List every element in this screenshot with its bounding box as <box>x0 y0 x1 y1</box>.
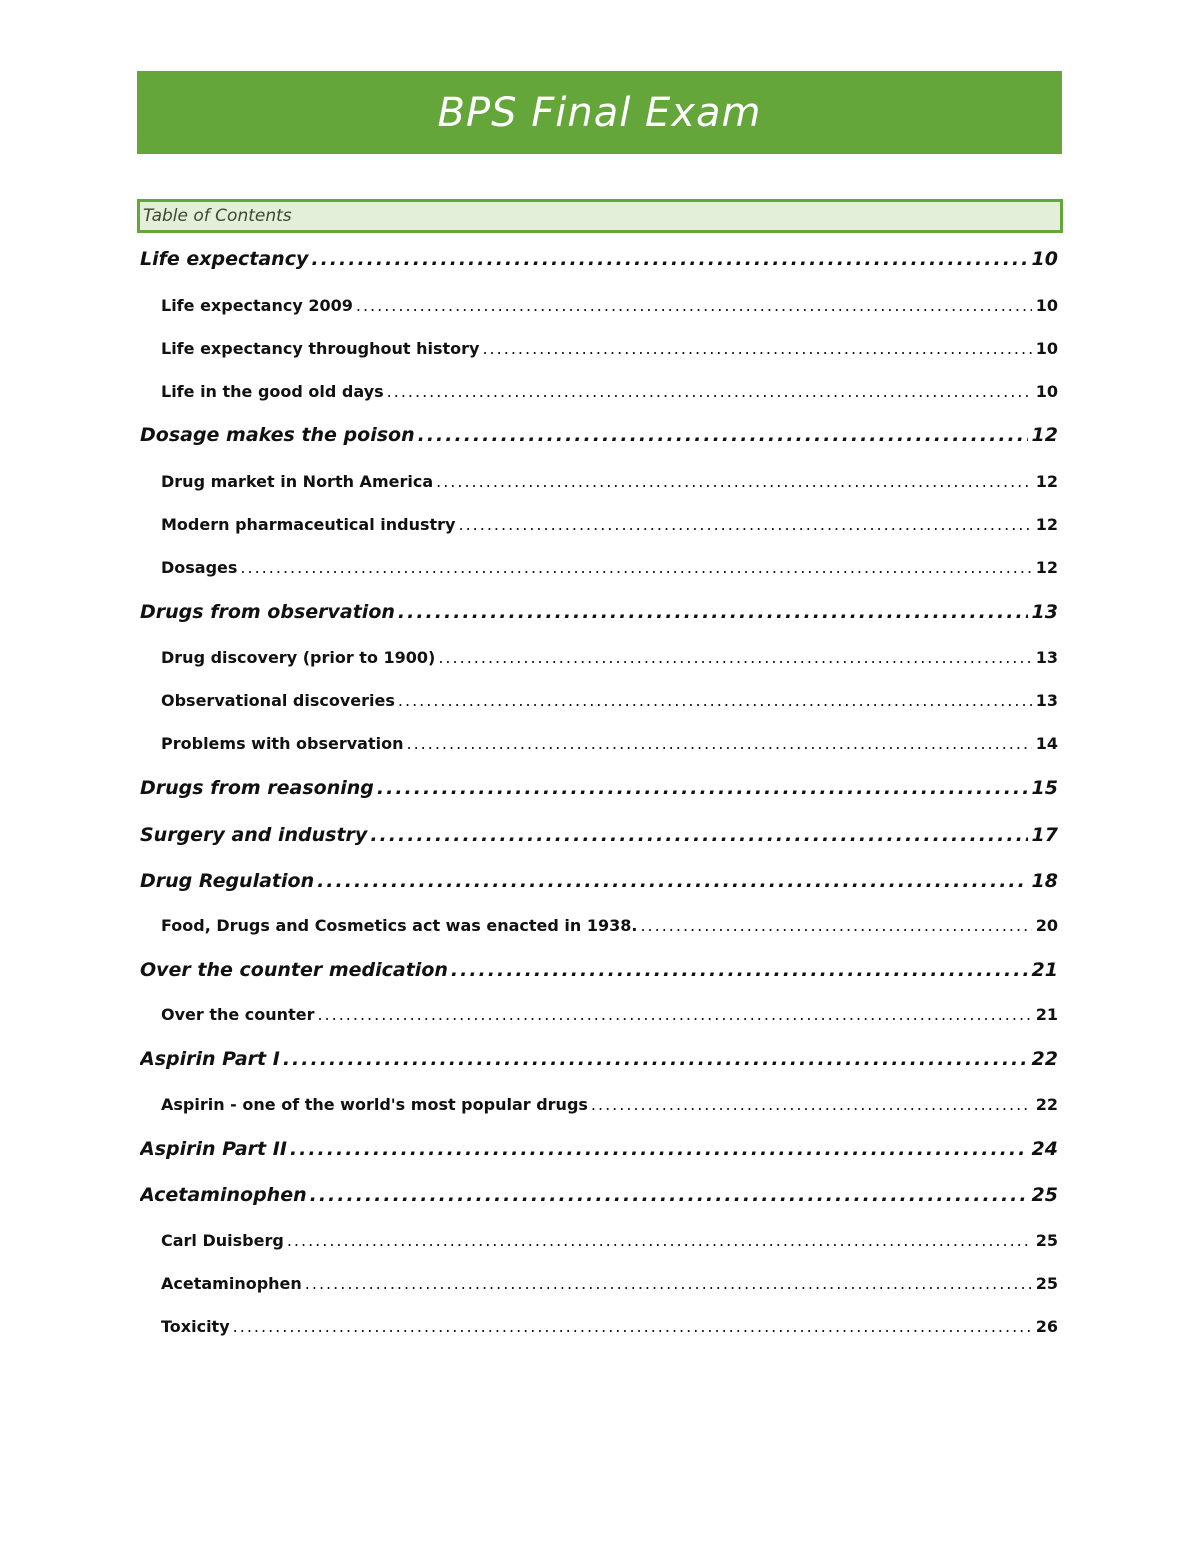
toc-entry[interactable] <box>140 734 1058 753</box>
toc-entry[interactable] <box>140 691 1058 710</box>
toc-entry[interactable] <box>140 648 1058 667</box>
toc-leader-dots <box>438 648 1031 667</box>
toc-entry[interactable] <box>140 558 1058 577</box>
toc-leader-dots <box>407 734 1032 753</box>
toc-leader-dots <box>458 515 1031 534</box>
toc-entry[interactable] <box>140 248 1058 270</box>
toc-leader-dots <box>398 601 1028 623</box>
toc-entry[interactable] <box>140 1048 1058 1070</box>
toc-entry-page: 10 <box>1035 339 1058 358</box>
toc-entry-label: Aspirin Part I <box>140 1048 280 1070</box>
toc-entry-label: Dosage makes the poison <box>140 424 415 446</box>
toc-entry-label: Aspirin Part II <box>140 1138 287 1160</box>
toc-entry-label: Carl Duisberg <box>161 1231 284 1250</box>
toc-entry-page: 26 <box>1035 1317 1058 1336</box>
toc-entry[interactable] <box>140 601 1058 623</box>
toc-entry[interactable] <box>140 1231 1058 1250</box>
toc-entry-label: Modern pharmaceutical industry <box>161 515 456 534</box>
toc-leader-dots <box>370 824 1027 846</box>
toc-entry[interactable] <box>140 824 1058 846</box>
toc-entry-label: Life in the good old days <box>161 382 384 401</box>
toc-entry[interactable] <box>140 339 1058 358</box>
toc-entry-label: Problems with observation <box>161 734 404 753</box>
toc-entry-label: Over the counter <box>161 1005 315 1024</box>
toc-leader-dots <box>310 1184 1028 1206</box>
toc-entry-page: 13 <box>1035 691 1058 710</box>
toc-entry[interactable] <box>140 296 1058 315</box>
toc-entry-label: Acetaminophen <box>161 1274 302 1293</box>
toc-entry[interactable] <box>140 777 1058 799</box>
toc-entry-label: Drug market in North America <box>161 472 434 491</box>
toc-entry-page: 12 <box>1031 424 1058 446</box>
toc-entry-label: Life expectancy 2009 <box>161 296 353 315</box>
toc-entry-page: 10 <box>1035 382 1058 401</box>
toc-entry-page: 14 <box>1035 734 1058 753</box>
toc-entry-label: Aspirin - one of the world's most popular drugs <box>161 1095 588 1114</box>
toc-entry[interactable] <box>140 1005 1058 1024</box>
toc-entry-label: Acetaminophen <box>140 1184 307 1206</box>
toc-leader-dots <box>640 916 1031 935</box>
toc-entry[interactable] <box>140 1184 1058 1206</box>
title-banner <box>137 71 1062 154</box>
toc-entry-label: Drugs from reasoning <box>140 777 374 799</box>
toc-leader-dots <box>356 296 1032 315</box>
toc-leader-dots <box>311 248 1027 270</box>
toc-entry-label: Food, Drugs and Cosmetics act was enacted in 1938. <box>161 916 638 935</box>
toc-entry-page: 21 <box>1035 1005 1058 1024</box>
toc-leader-dots <box>317 870 1027 892</box>
toc-entry[interactable] <box>140 870 1058 892</box>
toc-entry[interactable] <box>140 959 1058 981</box>
toc-entry-page: 25 <box>1035 1274 1058 1293</box>
toc-entry[interactable] <box>140 1317 1058 1336</box>
toc-entry-label: Life expectancy throughout history <box>161 339 480 358</box>
toc-leader-dots <box>418 424 1028 446</box>
toc-leader-dots <box>591 1095 1032 1114</box>
toc-entry[interactable] <box>140 424 1058 446</box>
toc-entry[interactable] <box>140 515 1058 534</box>
toc-entry-page: 13 <box>1035 648 1058 667</box>
toc-entry-page: 15 <box>1031 777 1058 799</box>
toc-entry-page: 12 <box>1035 558 1058 577</box>
toc-entry-page: 20 <box>1035 916 1058 935</box>
toc-entry[interactable] <box>140 472 1058 491</box>
toc-entry[interactable] <box>140 1274 1058 1293</box>
toc-entry-page: 25 <box>1035 1231 1058 1250</box>
toc-entry[interactable] <box>140 382 1058 401</box>
toc-leader-dots <box>387 382 1032 401</box>
document-title: BPS Final Exam <box>437 89 762 136</box>
toc-entry-page: 22 <box>1031 1048 1058 1070</box>
toc-entry-page: 18 <box>1031 870 1058 892</box>
toc-entry[interactable] <box>140 1138 1058 1160</box>
toc-entry-label: Life expectancy <box>140 248 309 270</box>
toc-leader-dots <box>482 339 1031 358</box>
toc-heading-box <box>137 199 1063 233</box>
toc-entry[interactable] <box>140 916 1058 935</box>
toc-entry-page: 17 <box>1031 824 1058 846</box>
toc-leader-dots <box>377 777 1028 799</box>
toc-leader-dots <box>290 1138 1028 1160</box>
toc-entry-label: Dosages <box>161 558 238 577</box>
toc-entry-label: Drug Regulation <box>140 870 315 892</box>
toc-entry-page: 10 <box>1031 248 1058 270</box>
toc-heading: Table of Contents <box>143 206 292 226</box>
toc-entry-page: 22 <box>1035 1095 1058 1114</box>
toc-leader-dots <box>398 691 1032 710</box>
toc-entry-page: 12 <box>1035 515 1058 534</box>
toc-leader-dots <box>287 1231 1032 1250</box>
toc-entry[interactable] <box>140 1095 1058 1114</box>
toc-leader-dots <box>233 1317 1032 1336</box>
toc-leader-dots <box>451 959 1028 981</box>
toc-entry-label: Drugs from observation <box>140 601 395 623</box>
toc-leader-dots <box>305 1274 1032 1293</box>
toc-entry-label: Observational discoveries <box>161 691 395 710</box>
toc-entry-label: Toxicity <box>161 1317 230 1336</box>
toc-entry-page: 12 <box>1035 472 1058 491</box>
toc-leader-dots <box>283 1048 1028 1070</box>
toc-leader-dots <box>240 558 1031 577</box>
toc-entry-page: 10 <box>1035 296 1058 315</box>
toc-entry-label: Surgery and industry <box>140 824 368 846</box>
toc-entry-page: 24 <box>1031 1138 1058 1160</box>
toc-entry-label: Over the counter medication <box>140 959 448 981</box>
toc-entry-page: 25 <box>1031 1184 1058 1206</box>
toc-entry-page: 21 <box>1031 959 1058 981</box>
toc-leader-dots <box>436 472 1032 491</box>
toc-leader-dots <box>317 1005 1031 1024</box>
toc-entry-page: 13 <box>1031 601 1058 623</box>
toc-entry-label: Drug discovery (prior to 1900) <box>161 648 436 667</box>
